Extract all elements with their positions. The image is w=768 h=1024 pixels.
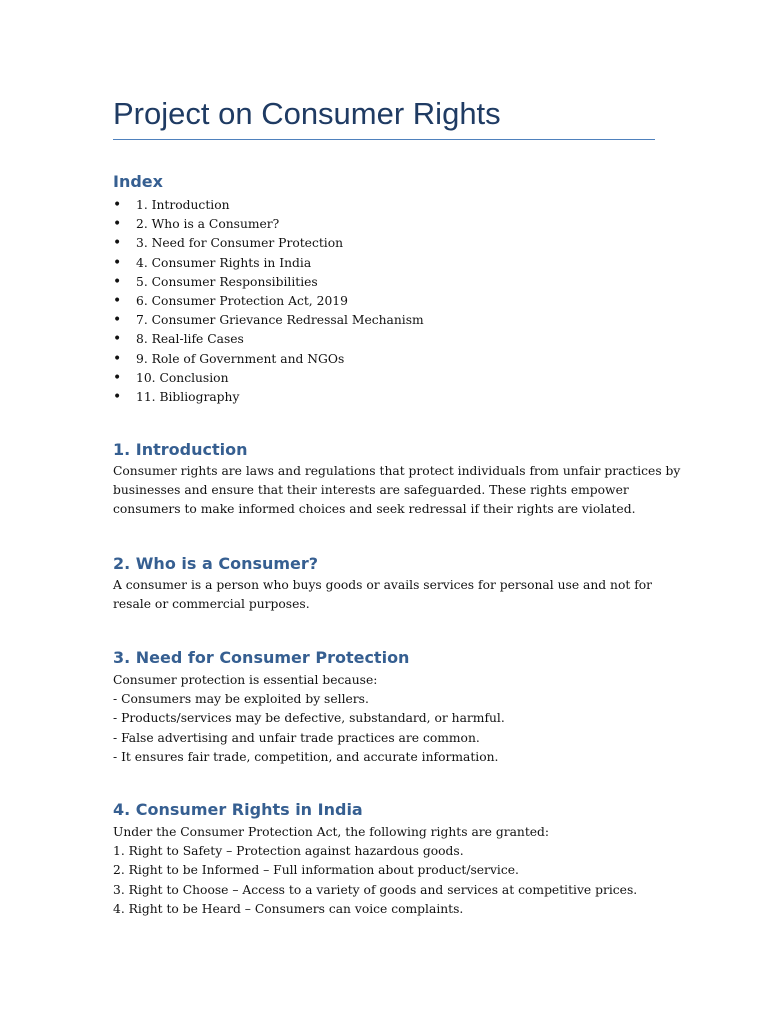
- paragraph-line: 4. Right to be Heard – Consumers can voice complaints.: [113, 901, 464, 916]
- index-heading: Index: [113, 172, 163, 191]
- bullet-icon: •: [113, 273, 122, 290]
- index-item: [113, 369, 424, 388]
- bullet-icon: •: [113, 197, 122, 213]
- section-heading-consumer-rights: 4. Consumer Rights in India: [113, 800, 363, 819]
- section-body-introduction: [113, 462, 681, 520]
- index-item: [113, 273, 424, 292]
- index-item-text: 3. Need for Consumer Protection: [136, 236, 344, 251]
- bullet-icon: •: [113, 235, 122, 252]
- index-list: [113, 196, 424, 407]
- section-body-consumer-rights: [113, 823, 658, 919]
- paragraph-line: - It ensures fair trade, competition, and accurate information.: [113, 749, 499, 764]
- index-item-text: 6. Consumer Protection Act, 2019: [136, 293, 348, 308]
- paragraph-line: - False advertising and unfair trade practices are common.: [113, 730, 480, 745]
- paragraph-line: 2. Right to be Informed – Full information about product/service.: [113, 863, 519, 878]
- paragraph-line: resale or commercial purposes.: [113, 597, 310, 612]
- index-item: [113, 254, 424, 273]
- index-item-text: 11. Bibliography: [136, 389, 240, 404]
- section-body-who-is-consumer: [113, 576, 658, 614]
- index-item-text: 2. Who is a Consumer?: [136, 217, 280, 232]
- bullet-icon: •: [113, 292, 122, 309]
- paragraph-line: - Products/services may be defective, substandard, or harmful.: [113, 711, 505, 726]
- index-item-text: 10. Conclusion: [136, 370, 229, 385]
- bullet-icon: •: [113, 312, 122, 329]
- title-underline: [113, 139, 655, 140]
- paragraph-line: - Consumers may be exploited by sellers.: [113, 692, 369, 707]
- index-item-text: 5. Consumer Responsibilities: [136, 274, 318, 289]
- section-body-need-for-protection: [113, 671, 658, 767]
- index-item-text: 1. Introduction: [136, 198, 230, 212]
- index-item-text: 7. Consumer Grievance Redressal Mechanism: [136, 313, 424, 328]
- bullet-icon: •: [113, 331, 122, 348]
- section-heading-who-is-consumer: 2. Who is a Consumer?: [113, 554, 319, 573]
- index-item-text: 8. Real-life Cases: [136, 332, 244, 347]
- paragraph-line: A consumer is a person who buys goods or avails services for personal use and not for: [113, 578, 653, 592]
- bullet-icon: •: [113, 388, 122, 405]
- index-item-text: 4. Consumer Rights in India: [136, 255, 312, 270]
- bullet-icon: •: [113, 216, 122, 233]
- paragraph-line: consumers to make informed choices and seek redressal if their rights are violated.: [113, 502, 636, 517]
- index-item: [113, 234, 424, 253]
- index-item: [113, 330, 424, 349]
- index-item: [113, 196, 424, 215]
- paragraph-line: Consumer protection is essential because:: [113, 673, 378, 687]
- index-item: [113, 215, 424, 234]
- section-heading-need-for-protection: 3. Need for Consumer Protection: [113, 648, 410, 667]
- bullet-icon: •: [113, 350, 122, 367]
- index-item-text: 9. Role of Government and NGOs: [136, 351, 345, 366]
- paragraph-line: Under the Consumer Protection Act, the following rights are granted:: [113, 825, 550, 839]
- bullet-icon: •: [113, 254, 122, 271]
- index-item: [113, 350, 424, 369]
- section-heading-introduction: 1. Introduction: [113, 440, 248, 459]
- paragraph-line: businesses and ensure that their interests are safeguarded. These rights empower: [113, 483, 629, 498]
- bullet-icon: •: [113, 369, 122, 386]
- paragraph-line: 3. Right to Choose – Access to a variety of goods and services at competitive prices.: [113, 882, 638, 897]
- index-item: [113, 311, 424, 330]
- document-title: Project on Consumer Rights: [113, 96, 501, 131]
- paragraph-line: Consumer rights are laws and regulations that protect individuals from unfair practices by: [113, 464, 681, 478]
- index-item: [113, 388, 424, 407]
- index-item: [113, 292, 424, 311]
- paragraph-line: 1. Right to Safety – Protection against hazardous goods.: [113, 844, 464, 859]
